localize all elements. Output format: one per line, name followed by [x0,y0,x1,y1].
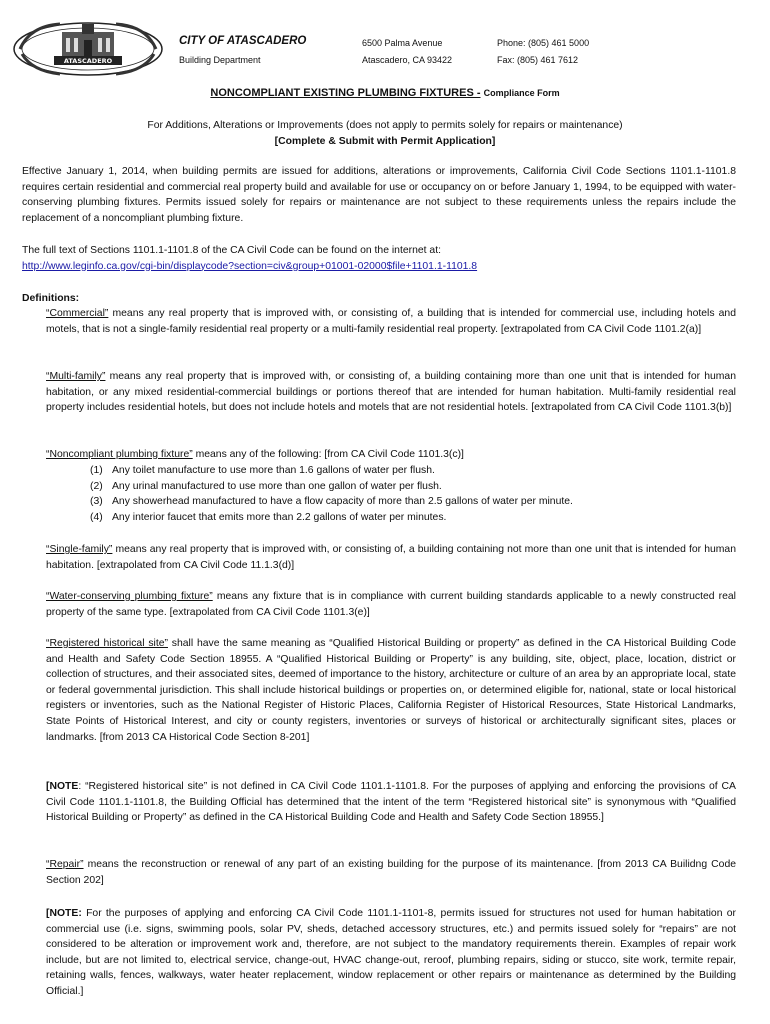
definition-repair [46,857,736,888]
text-historical: shall have the same meaning as “Qualified Historical Building or property” as defined in the CA Historical Building Code and Health and Safety Code Section 18955. A “Qualified Historical Building or Property” is any building, site, object, place, location, district or collection of structures, and their associated sites, deemed of importance to the history, architecture or culture of an area by an appropriate local, state or federal governmental jurisdiction. This shall include historical buildings or properties on, or determined eligible for, national, state or local historical registers or inventories, such as the National Register of Historic Places, California Register of Historical Resources, State Historical Landmarks, State Points of Historical Interest, and city or county registers, inventories or surveys of historical or architecturally significant sites, places or landmarks. [from 2013 CA Historical Code Section 8-201] [46,638,736,743]
address-line2: Atascadero, CA 93422 [362,55,453,65]
definition-singlefamily [46,542,736,573]
department: Building Department [179,55,261,65]
note-text: For the purposes of applying and enforcing CA Civil Code 1101.1-1101-8, permits issued for structures not used for human habitation or commercial use (i.e. signs, swimming pools, solar PV, sheds, detached accessory structures, etc.) and permits issued solely for “repairs” are not considered to be alteration or improvement work and, therefore, are not subject to the mandatory requirements therein. Examples of repair work include, but are not limited to, electrical service, change-out, HVAC change-out, reroof, plumbing repairs, siding or stucco, site work, termite repair, retaining walls, fences, walkways, water heater replacement, window replacement or other repairs or maintenance as determined by the Building Official.] [46,908,736,997]
term-historical: “Registered historical site” [46,638,168,649]
note-historical [46,779,736,826]
text-noncompliant: means any of the following: [from CA Civil Code 1101.3(c)] [192,449,464,460]
text-repair: means the reconstruction or renewal of any part of an existing building for the purpose of its maintenance. [from 2013 CA Builidng Code Section 202] [46,859,736,886]
intro-line1: For Additions, Alterations or Improvements (does not apply to permits solely for repairs or maintenance) [147,120,623,131]
fax: Fax: (805) 461 7612 [497,55,579,65]
fixture-list [90,463,736,525]
list-item: (2) Any urinal manufactured to use more than one gallon of water per flush. [90,480,442,492]
effective-paragraph: Effective January 1, 2014, when building permits are issued for additions, alterations or improvements, California Civil Code Sections 1101.1-1101.8 requires certain residential and commercial real property build and available for use or occupancy on or before January 1, 1994, to be equipped with water-conserving plumbing fixtures. Permits issued solely for repairs or maintenance are not subject to these requirements unless the repairs include the replacement of a noncompliant plumbing fixture. [22,166,736,224]
civil-code-link[interactable]: http://www.leginfo.ca.gov/cgi-bin/displaycode?section=civ&group+01001-02000$file+1101.1-1101.8 [22,260,478,272]
fulltext-text: The full text of Sections 1101.1-1101.8 of the CA Civil Code can be found on the internet at: [22,245,441,256]
logo-text: ATASCADERO [63,57,113,65]
definition-waterconserving [46,589,736,620]
form-title [0,86,770,102]
list-item: (4) Any interior faucet that emits more than 2.2 gallons of water per minutes. [90,511,447,523]
definition-commercial [46,306,736,337]
text-commercial: means any real property that is improved with, or consisting of, a building that is intended for commercial use, including hotels and motels, that is not a single-family residential real property or a multi-family residential real property. [extrapolated from CA Civil Code 1101.2(a)] [46,308,736,335]
term-singlefamily: “Single-family” [46,544,113,555]
definition-historical [46,636,736,745]
definition-noncompliant [46,447,736,463]
term-multifamily: “Multi-family” [46,371,106,382]
definition-multifamily [46,369,736,416]
text-singlefamily: means any real property that is improved with, or consisting of, a building containing not more than one unit that is intended for human habitation. [extrapolated from CA Civil Code 11.1.3(d)] [46,544,736,571]
text-waterconserving: means any fixture that is in compliance with current building standards applicable to a newly constructed real property of the same type. [extrapolated from CA Civil Code 1101.3(e)] [46,591,736,618]
title-sub: Compliance Form [483,88,560,98]
note-label: [NOTE: [46,908,82,919]
note-label: [NOTE [46,781,79,792]
term-waterconserving: “Water-conserving plumbing fixture” [46,591,213,602]
list-item: (1) Any toilet manufacture to use more than 1.6 gallons of water per flush. [90,465,435,476]
title-main: NONCOMPLIANT EXISTING PLUMBING FIXTURES - [210,87,481,99]
fulltext-paragraph [22,243,736,274]
note-repair [46,906,736,1000]
definitions-heading: Definitions: [22,293,80,304]
phone: Phone: (805) 461 5000 [497,38,590,48]
address-line1: 6500 Palma Avenue [362,38,443,48]
list-item: (3) Any showerhead manufactured to have a flow capacity of more than 2.5 gallons of water per minute. [90,496,573,508]
city-name: CITY OF ATASCADERO [179,35,307,47]
term-commercial: “Commercial” [46,308,109,319]
term-noncompliant: “Noncompliant plumbing fixture” [46,449,193,460]
note-text: : “Registered historical site” is not defined in CA Civil Code 1101.1-1101.8. For the purposes of applying and enforcing the provisions of CA Civil Code 1101.1-1101.8, the Building Official has determined that the intent of the term “Registered historical site” is synonymous with “Qualified Historical Building or Property” as defined in the CA Historical Building Code and Health and Safety Code Section 18955.] [46,781,736,824]
city-seal-logo [10,16,166,78]
intro-line2: [Complete & Submit with Permit Application] [274,136,496,147]
term-repair: “Repair” [46,859,84,870]
text-multifamily: means any real property that is improved with, or consisting of, a building containing more than one unit that is intended for human habitation, or any mixed residential-commercial buildings or portions thereof that are intended for human habitation. Multi-family residential real property includes residential hotels, but does not include hotels and motels that are not residential hotels. [extrapolated from CA Civil Code 1101.3(b)] [46,371,736,414]
